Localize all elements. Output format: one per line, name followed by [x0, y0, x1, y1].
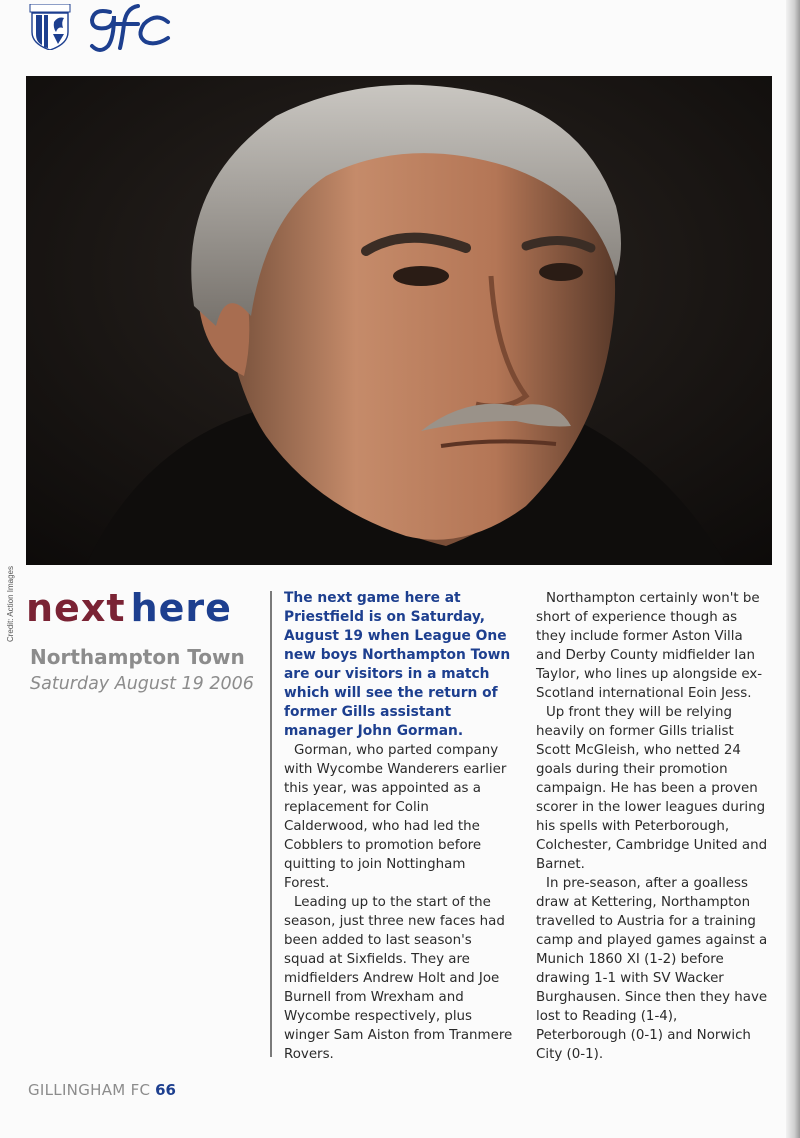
page-number: 66: [155, 1081, 176, 1099]
article-paragraph: In pre-season, after a goalless draw at Kettering, Northampton travelled to Austria for a training camp and played games against a Munich 1860 XI (1-2) before drawing 1-1 with SV Wacker Burghausen. Since then they have lost to Reading (1-4), Peterborough (0-1) and Norwich City (0-1).: [536, 876, 768, 1062]
article-paragraph: Up front they will be relying heavily on former Gills trialist Scott McGleish, who netted 24 goals during their promotion campaign. He has been a proven scorer in the lower leagues during his spells with Peterborough, Colchester, Cambridge United and Barnet.: [536, 705, 768, 872]
photo-credit-text: Credit: Action Images: [6, 566, 15, 643]
page-edge-shadow: [786, 0, 800, 1138]
page-footer: [28, 1081, 176, 1099]
article-column-2: [536, 589, 770, 1064]
headline-word-next: next: [26, 586, 126, 630]
match-date: Saturday August 19 2006: [30, 674, 254, 694]
portrait-photo: [26, 76, 772, 565]
article-paragraph: Leading up to the start of the season, just three new faces had been added to last season's squad at Sixfields. They are midfielders Andrew Holt and Joe Burnell from Wrexham and Wycombe respectively, plus winger Sam Aiston from Tranmere Rovers.: [284, 895, 513, 1062]
gfc-monogram-logo: [84, 2, 176, 54]
club-crest-logo: [28, 4, 72, 50]
article-paragraph: Northampton certainly won't be short of experience though as they include former Aston Villa and Derby County midfielder Ian Taylor, who lines up alongside ex-Scotland international Eoin Jess.: [536, 591, 763, 701]
footer-club-name: GILLINGHAM FC: [28, 1081, 151, 1099]
article-column-1: [284, 589, 514, 1064]
column-divider: [270, 591, 272, 1057]
headline-word-here: here: [130, 586, 232, 630]
article-paragraph: Gorman, who parted company with Wycombe Wanderers earlier this year, was appointed as a replacement for Colin Calderwood, who had led the Cobblers to promotion before quitting to join Nottingham Forest.: [284, 743, 507, 891]
article-lead-paragraph: The next game here at Priestfield is on Saturday, August 19 when League One new boys Northampton Town are our visitors in a match which will see the return of former Gills assistant manager John Gorman.: [284, 590, 511, 739]
section-headline: [26, 586, 266, 636]
opponent-name: Northampton Town: [30, 645, 245, 669]
